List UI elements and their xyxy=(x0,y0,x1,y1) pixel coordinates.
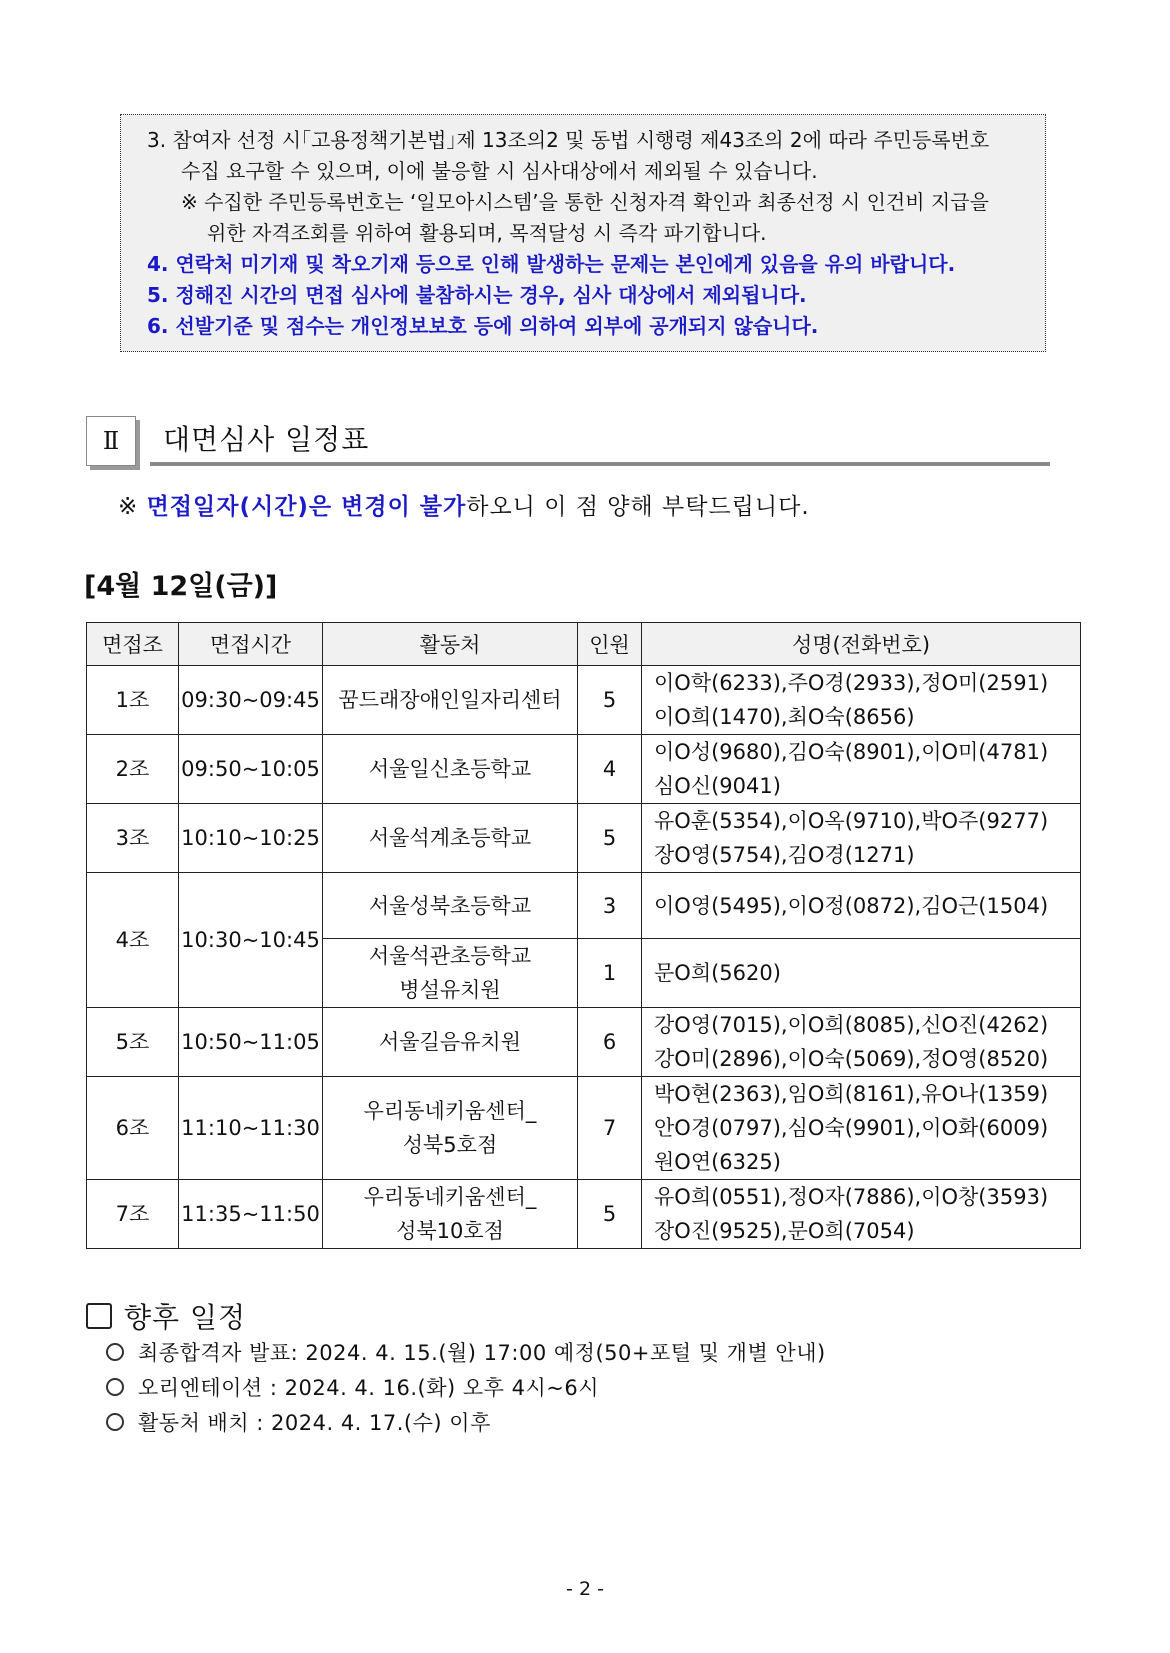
table-row xyxy=(87,1180,1081,1249)
names-line: 유O희(0551),정O자(7886),이O창(3593) xyxy=(654,1185,1049,1209)
warning-rest: 하오니 이 점 양해 부탁드립니다. xyxy=(466,494,810,520)
page-number: - 2 - xyxy=(566,1578,604,1600)
cell-names xyxy=(642,1008,1081,1077)
cell-group: 1조 xyxy=(87,666,179,735)
interview-schedule-table xyxy=(86,622,1081,1249)
table-row xyxy=(87,666,1081,735)
header-group: 면접조 xyxy=(87,623,179,666)
circle-bullet-icon xyxy=(106,1413,124,1431)
org-line: 서울석관초등학교 xyxy=(368,944,532,968)
cell-group: 2조 xyxy=(87,735,179,804)
warning-emphasis: 면접일자(시간)은 변경이 불가 xyxy=(146,494,467,520)
org-line: 서울일신초등학교 xyxy=(368,757,532,781)
cell-group: 3조 xyxy=(87,804,179,873)
cell-names xyxy=(642,666,1081,735)
org-line: 성북10호점 xyxy=(396,1219,504,1243)
list-item-text: 오리엔테이션 : 2024. 4. 16.(화) 오후 4시~6시 xyxy=(138,1376,600,1400)
list-item-text: 활동처 배치 : 2024. 4. 17.(수) 이후 xyxy=(138,1411,491,1435)
cell-org xyxy=(323,1008,578,1077)
cell-names xyxy=(642,873,1081,939)
date-heading: [4월 12일(금)] xyxy=(84,571,278,602)
cell-group: 4조 xyxy=(87,873,179,1008)
org-line: 서울길음유치원 xyxy=(378,1030,521,1054)
notice-note-line2: 위한 자격조회를 위하여 활용되며, 목적달성 시 즉각 파기합니다. xyxy=(207,221,767,245)
cell-count: 3 xyxy=(578,873,642,939)
cell-count: 5 xyxy=(578,666,642,735)
org-line: 서울석계초등학교 xyxy=(368,826,532,850)
org-line: 우리동네키움센터_ xyxy=(363,1185,537,1209)
list-item xyxy=(106,1371,826,1406)
org-line: 서울성북초등학교 xyxy=(368,893,532,918)
cell-time: 10:30~10:45 xyxy=(179,873,323,1008)
names-line: 문O희(5620) xyxy=(654,961,781,985)
checkbox-square-icon xyxy=(86,1303,112,1329)
cell-count: 7 xyxy=(578,1077,642,1180)
names-line: 안O경(0797),심O숙(9901),이O화(6009) xyxy=(654,1116,1049,1140)
names-line: 장O영(5754),김O경(1271) xyxy=(654,843,915,867)
header-time: 면접시간 xyxy=(179,623,323,666)
notice-item-5: 5. 정해진 시간의 면접 심사에 불참하시는 경우, 심사 대상에서 제외됩니다. xyxy=(147,283,807,307)
names-line: 이O성(9680),김O숙(8901),이O미(4781) xyxy=(654,740,1049,764)
section-title: 대면심사 일정표 xyxy=(163,423,370,456)
header-org: 활동처 xyxy=(323,623,578,666)
notice-item-3-line1: 3. 참여자 선정 시｢고용정책기본법｣제 13조의2 및 동법 시행령 제43조의 2에 따라 주민등록번호 xyxy=(147,128,990,152)
table-row xyxy=(87,873,1081,939)
cell-count: 4 xyxy=(578,735,642,804)
future-schedule-heading xyxy=(86,1296,246,1336)
cell-org xyxy=(323,804,578,873)
names-line: 심O신(9041) xyxy=(654,774,781,798)
table-row xyxy=(87,1077,1081,1180)
cell-count: 5 xyxy=(578,1180,642,1249)
names-line: 이O희(1470),최O숙(8656) xyxy=(654,705,915,729)
cell-names xyxy=(642,804,1081,873)
list-item xyxy=(106,1406,826,1441)
notice-item-4: 4. 연락처 미기재 및 착오기재 등으로 인해 발생하는 문제는 본인에게 있음을 유의 바랍니다. xyxy=(147,252,956,276)
header-names: 성명(전화번호) xyxy=(642,623,1081,666)
cell-time: 10:10~10:25 xyxy=(179,804,323,873)
table-row xyxy=(87,1008,1081,1077)
org-line: 병설유치원 xyxy=(399,978,501,1002)
cell-count: 6 xyxy=(578,1008,642,1077)
cell-names xyxy=(642,1180,1081,1249)
warning-mark: ※ xyxy=(118,494,139,520)
cell-time: 11:10~11:30 xyxy=(179,1077,323,1180)
cell-time: 09:30~09:45 xyxy=(179,666,323,735)
cell-org xyxy=(323,1180,578,1249)
cell-org xyxy=(323,1077,578,1180)
section-number-box: Ⅱ xyxy=(86,416,136,466)
table-row xyxy=(87,735,1081,804)
header-count: 인원 xyxy=(578,623,642,666)
names-line: 박O현(2363),임O희(8161),유O나(1359) xyxy=(654,1082,1049,1106)
names-line: 강O영(7015),이O희(8085),신O진(4262) xyxy=(654,1013,1049,1037)
names-line: 강O미(2896),이O숙(5069),정O영(8520) xyxy=(654,1047,1049,1071)
future-schedule-list xyxy=(106,1336,826,1441)
section-divider xyxy=(150,462,1050,466)
notice-item-3-line2: 수집 요구할 수 있으며, 이에 불응할 시 심사대상에서 제외될 수 있습니다. xyxy=(181,159,818,183)
cell-names xyxy=(642,939,1081,1008)
org-line: 성북5호점 xyxy=(402,1133,498,1157)
cell-group: 5조 xyxy=(87,1008,179,1077)
notice-box xyxy=(120,114,1046,352)
circle-bullet-icon xyxy=(106,1378,124,1396)
cell-count: 5 xyxy=(578,804,642,873)
circle-bullet-icon xyxy=(106,1343,124,1361)
cell-org xyxy=(323,873,578,939)
names-line: 원O연(6325) xyxy=(654,1150,781,1174)
cell-org xyxy=(323,666,578,735)
cell-names xyxy=(642,735,1081,804)
names-line: 장O진(9525),문O희(7054) xyxy=(654,1219,915,1243)
future-title: 향후 일정 xyxy=(124,1301,247,1334)
table-row xyxy=(87,804,1081,873)
org-line: 꿈드래장애인일자리센터 xyxy=(338,688,562,712)
cell-group: 7조 xyxy=(87,1180,179,1249)
cell-org xyxy=(323,939,578,1008)
list-item xyxy=(106,1336,826,1371)
notice-item-6: 6. 선발기준 및 점수는 개인정보보호 등에 의하여 외부에 공개되지 않습니다. xyxy=(147,314,819,338)
interview-warning xyxy=(118,488,810,521)
cell-group: 6조 xyxy=(87,1077,179,1180)
names-line: 유O훈(5354),이O옥(9710),박O주(9277) xyxy=(654,809,1049,833)
cell-time: 09:50~10:05 xyxy=(179,735,323,804)
table-header-row xyxy=(87,623,1081,666)
cell-time: 11:35~11:50 xyxy=(179,1180,323,1249)
cell-org xyxy=(323,735,578,804)
names-line: 이O학(6233),주O경(2933),정O미(2591) xyxy=(654,671,1049,695)
cell-count: 1 xyxy=(578,939,642,1008)
org-line: 우리동네키움센터_ xyxy=(363,1099,537,1123)
list-item-text: 최종합격자 발표: 2024. 4. 15.(월) 17:00 예정(50+포털 및 개별 안내) xyxy=(138,1341,826,1365)
cell-time: 10:50~11:05 xyxy=(179,1008,323,1077)
notice-note-line1: ※ 수집한 주민등록번호는 ‘일모아시스템’을 통한 신청자격 확인과 최종선정 시 인건비 지급을 xyxy=(181,190,989,214)
names-line: 이O영(5495),이O정(0872),김O근(1504) xyxy=(654,893,1049,918)
cell-names xyxy=(642,1077,1081,1180)
